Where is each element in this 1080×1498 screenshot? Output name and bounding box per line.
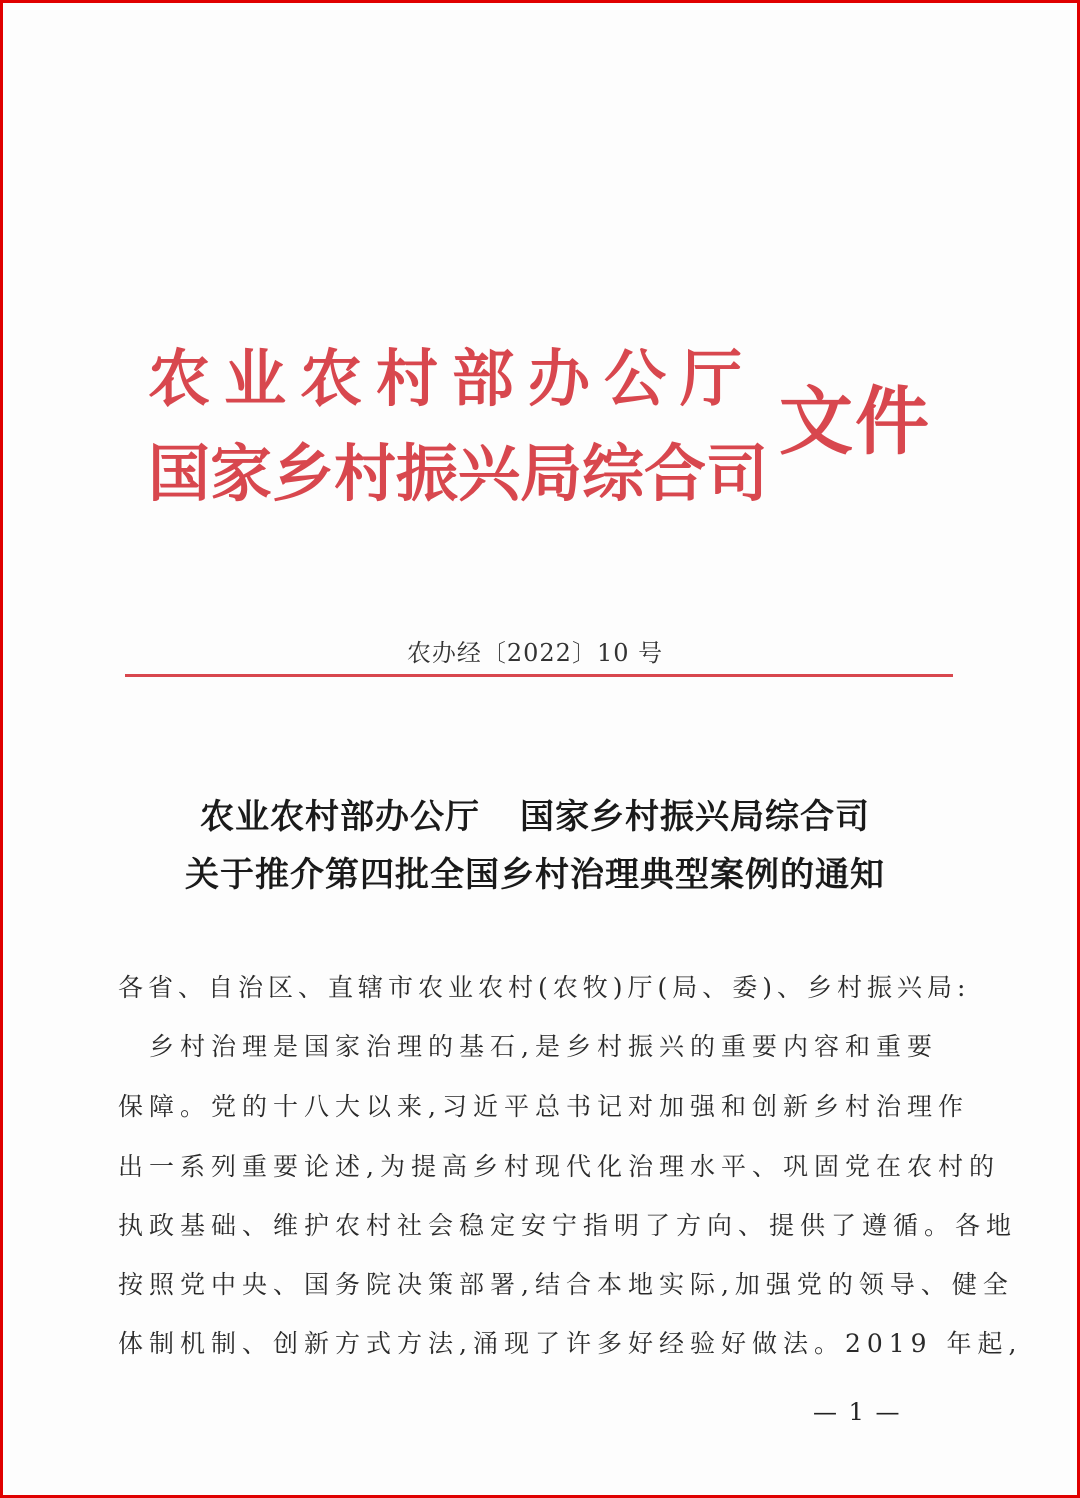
body-line: 乡村治理是国家治理的基石,是乡村振兴的重要内容和重要	[118, 1032, 938, 1061]
body-line: 出一系列重要论述,为提高乡村现代化治理水平、巩固党在农村的	[118, 1152, 1000, 1181]
title-line-1-part-1: 农业农村部办公厅	[200, 797, 480, 837]
addressee: 各省、自治区、直辖市农业农村(农牧)厅(局、委)、乡村振兴局:	[118, 973, 971, 1002]
body-line: 执政基础、维护农村社会稳定安宁指明了方向、提供了遵循。各地	[118, 1211, 1018, 1240]
red-divider	[125, 674, 953, 677]
body-line: 体制机制、创新方式方法,涌现了许多好经验好做法。2019 年起,	[118, 1329, 1023, 1358]
page-number: — 1 —	[813, 1398, 902, 1426]
body-line: 按照党中央、国务院决策部署,结合本地实际,加强党的领导、健全	[118, 1270, 1014, 1299]
title-line-1	[3, 799, 1067, 836]
issuer-line-1: 农业农村部办公厅	[148, 342, 757, 415]
document-type: 文件	[779, 379, 931, 465]
title-line-1-part-2: 国家乡村振兴局综合司	[520, 797, 870, 837]
body-line: 保障。党的十八大以来,习近平总书记对加强和创新乡村治理作	[118, 1092, 969, 1121]
title-line-2: 关于推介第四批全国乡村治理典型案例的通知	[185, 855, 885, 895]
document-content	[3, 3, 1077, 1495]
document-number: 农办经〔2022〕10 号	[406, 639, 664, 667]
issuer-line-2: 国家乡村振兴局综合司	[148, 437, 769, 510]
